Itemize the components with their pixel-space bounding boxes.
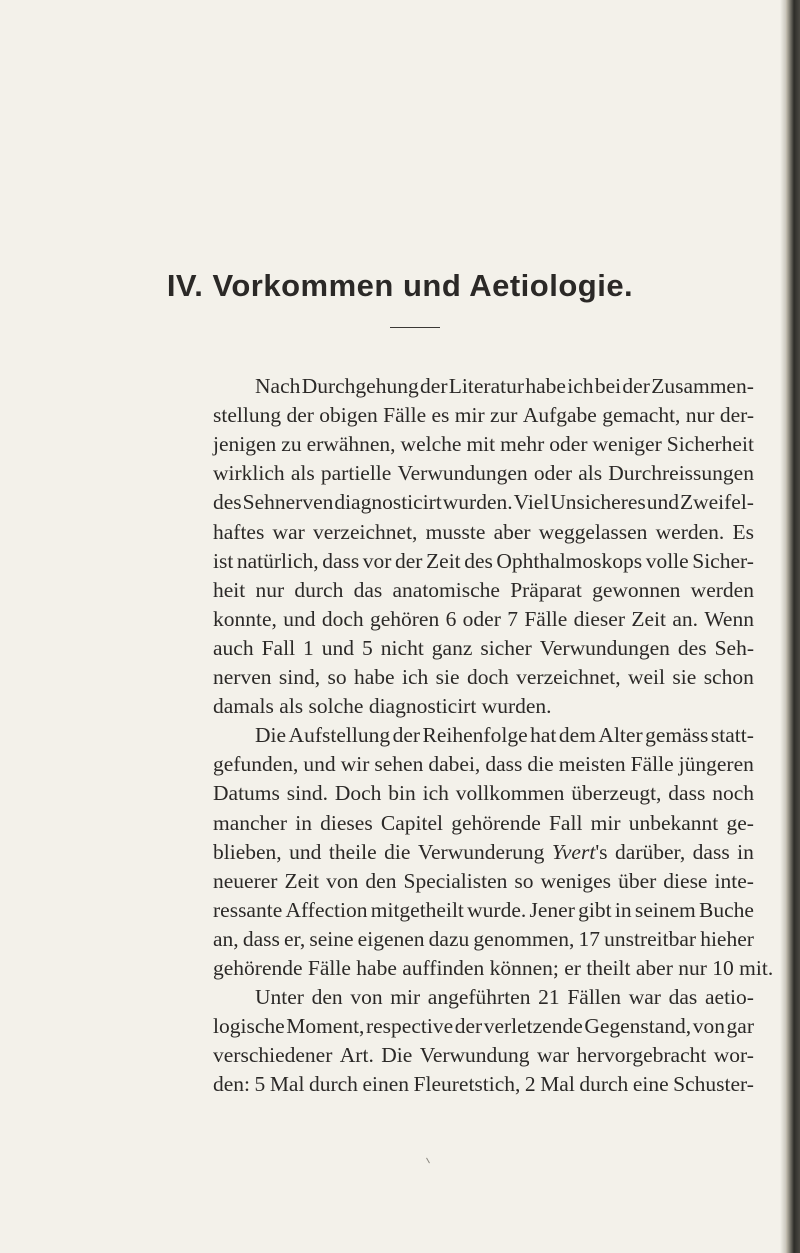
text-line: Datums sind. Doch bin ich vollkommen überzeugt, dass noch bbox=[213, 781, 754, 806]
text-line: des Sehnerven diagnosticirt wurden. Viel Unsicheres und Zweifel- bbox=[213, 490, 754, 515]
text-line: an, dass er, seine eigenen dazu genommen, 17 unstreitbar hieher bbox=[213, 926, 754, 951]
text-line: gehörende Fälle habe auffinden können; er theilt aber nur 10 mit. bbox=[213, 956, 774, 980]
text-line: mancher in dieses Capitel gehörende Fall mir unbekannt ge- bbox=[213, 810, 754, 835]
text-line: jenigen zu erwähnen, welche mit mehr oder weniger Sicherheit bbox=[213, 432, 754, 457]
text-line: gefunden, und wir sehen dabei, dass die meisten Fälle jüngeren bbox=[213, 752, 754, 777]
text-line: heit nur durch das anatomische Präparat gewonnen werden bbox=[213, 577, 754, 602]
text-line: ressante Affection mitgetheilt wurde. Jener gibt in seinem Buche bbox=[213, 897, 754, 922]
heading-rule bbox=[390, 327, 440, 328]
text-line: logische Moment, respective der verletzende Gegenstand, von gar bbox=[213, 1014, 754, 1039]
text-line: Unter den von mir angeführten 21 Fällen war das aetio- bbox=[255, 985, 754, 1010]
text-line: ist natürlich, dass vor der Zeit des Ophthalmoskops volle Sicher- bbox=[213, 548, 754, 573]
text-line: stellung der obigen Fälle es mir zur Aufgabe gemacht, nur der- bbox=[213, 403, 754, 428]
text-line: blieben, und theile die Verwunderung Yvert's darüber, dass in bbox=[213, 839, 754, 864]
text-line: damals als solche diagnosticirt wurden. bbox=[213, 694, 552, 719]
text-line: verschiedener Art. Die Verwundung war hervorgebracht wor- bbox=[213, 1043, 754, 1068]
chapter-heading: IV. Vorkommen und Aetiologie. bbox=[166, 268, 634, 303]
text-line: auch Fall 1 und 5 nicht ganz sicher Verwundungen des Seh- bbox=[213, 635, 754, 660]
text-line: haftes war verzeichnet, musste aber weggelassen werden. Es bbox=[213, 519, 754, 544]
text-line: wirklich als partielle Verwundungen oder als Durchreissungen bbox=[213, 461, 754, 486]
text-line: den: 5 Mal durch einen Fleuretstich, 2 Mal durch eine Schuster- bbox=[213, 1072, 754, 1097]
text-line: Die Aufstellung der Reihenfolge hat dem Alter gemäss statt- bbox=[255, 723, 754, 748]
page-edge bbox=[786, 0, 800, 1253]
text-line: nerven sind, so habe ich sie doch verzeichnet, weil sie schon bbox=[213, 665, 754, 689]
text-line: konnte, und doch gehören 6 oder 7 Fälle dieser Zeit an. Wenn bbox=[213, 606, 754, 631]
text-line: neuerer Zeit von den Specialisten so weniges über diese inte- bbox=[213, 868, 754, 893]
scan-mark bbox=[426, 1158, 430, 1164]
text-line: Nach Durchgehung der Literatur habe ich bei der Zusammen- bbox=[255, 374, 754, 398]
